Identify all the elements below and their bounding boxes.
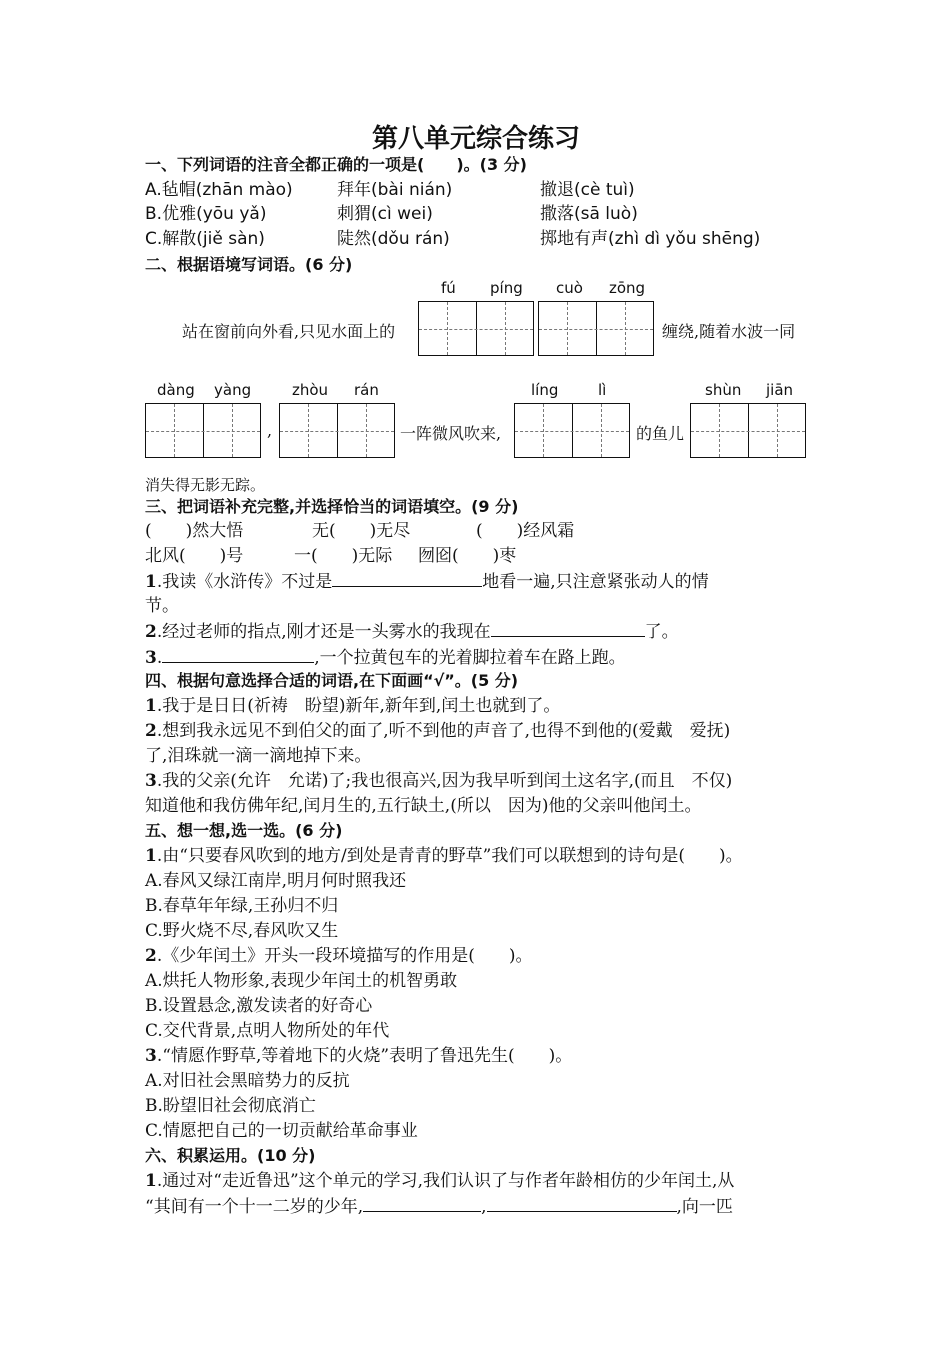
question-number: 2 — [145, 721, 157, 741]
idiom-blank: 囫囵( )枣 — [418, 546, 517, 566]
question-line — [145, 1195, 733, 1218]
answer-option: C.交代背景,点明人物所处的年代 — [145, 1021, 390, 1041]
question-text: .《少年闰土》开头一段环境描写的作用是( )。 — [156, 946, 533, 966]
question-number: 2 — [145, 946, 157, 966]
idiom-blank: 无( )无尽 — [312, 521, 411, 541]
answer-option: A.烘托人物形象,表现少年闰土的机智勇敢 — [145, 971, 458, 991]
answer-option: A.春风又绿江南岸,明月何时照我还 — [145, 871, 407, 891]
question-line — [145, 770, 732, 792]
writing-box[interactable] — [145, 403, 261, 458]
option-a-word-3: 撤退(cè tuì) — [540, 180, 635, 200]
writing-box[interactable] — [279, 403, 395, 458]
pinyin: yàng — [214, 381, 252, 399]
page-title: 第八单元综合练习 — [371, 124, 580, 154]
idiom-blank: ( )经风霜 — [476, 521, 575, 541]
pinyin: cuò — [556, 279, 583, 297]
option-a-word-2: 拜年(bài nián) — [337, 180, 453, 200]
answer-blank[interactable] — [487, 1195, 677, 1212]
question-line: 节。 — [145, 596, 179, 616]
question-line — [145, 570, 709, 593]
context-text: , — [267, 421, 273, 440]
section-6-heading: 六、积累运用。(10 分) — [145, 1146, 316, 1165]
answer-option: C.野火烧不尽,春风吹又生 — [145, 921, 339, 941]
answer-blank[interactable] — [491, 620, 645, 637]
question-text: . — [156, 648, 163, 668]
question-line: 了,泪珠就一滴一滴地掉下来。 — [145, 746, 372, 766]
question-line — [145, 845, 743, 867]
answer-blank[interactable] — [332, 570, 482, 587]
question-text: ,向一匹 — [676, 1197, 733, 1217]
question-text: 了。 — [644, 622, 679, 642]
question-number: 2 — [145, 622, 157, 642]
question-text: .我于是日日(祈祷 盼望)新年,新年到,闰土也就到了。 — [156, 696, 561, 716]
question-line — [145, 646, 626, 669]
option-c-word-1: C.解散(jiě sàn) — [145, 229, 265, 249]
question-number: 1 — [145, 696, 157, 716]
pinyin: fú — [441, 279, 456, 297]
pinyin: shùn — [705, 381, 742, 399]
question-text: .我的父亲(允许 允诺)了;我也很高兴,因为我早听到闰土这名字,(而且 不仅) — [156, 771, 733, 791]
question-line — [145, 620, 679, 643]
question-line: 知道他和我仿佛年纪,闰月生的,五行缺土,(所以 因为)他的父亲叫他闰土。 — [145, 796, 702, 816]
option-c-word-3: 掷地有声(zhì dì yǒu shēng) — [540, 229, 761, 249]
option-b-word-3: 撒落(sā luò) — [540, 204, 638, 224]
option-c-word-2: 陡然(dǒu rán) — [337, 229, 450, 249]
question-text: .由“只要春风吹到的地方/到处是青青的野草”我们可以联想到的诗句是( )。 — [156, 846, 743, 866]
context-text: 一阵微风吹来, — [400, 424, 502, 443]
question-number: 3 — [145, 1046, 157, 1066]
context-text: 站在窗前向外看,只见水面上的 — [182, 322, 396, 341]
answer-option: B.盼望旧社会彻底消亡 — [145, 1096, 316, 1116]
idiom-blank: 北风( )号 — [145, 546, 244, 566]
answer-option: B.春草年年绿,王孙归不归 — [145, 896, 339, 916]
answer-blank[interactable] — [162, 646, 314, 663]
section-2-heading: 二、根据语境写词语。(6 分) — [145, 255, 353, 274]
question-text: “其间有一个十一二岁的少年, — [145, 1197, 364, 1217]
context-text: 消失得无影无踪。 — [145, 476, 266, 494]
writing-box[interactable] — [538, 301, 654, 356]
pinyin: líng — [531, 381, 559, 399]
section-4-heading: 四、根据句意选择合适的词语,在下面画“√”。(5 分) — [145, 671, 519, 690]
answer-option: A.对旧社会黑暗势力的反抗 — [145, 1071, 350, 1091]
question-text: .经过老师的指点,刚才还是一头雾水的我现在 — [156, 622, 491, 642]
section-3-heading: 三、把词语补充完整,并选择恰当的词语填空。(9 分) — [145, 497, 519, 516]
answer-blank[interactable] — [363, 1195, 481, 1212]
question-text: .我读《水浒传》不过是 — [156, 572, 333, 592]
pinyin: dàng — [157, 381, 195, 399]
question-number: 1 — [145, 572, 157, 592]
answer-option: C.情愿把自己的一切贡献给革命事业 — [145, 1121, 418, 1141]
pinyin: lì — [598, 381, 607, 399]
question-line — [145, 695, 560, 717]
answer-option: B.设置悬念,激发读者的好奇心 — [145, 996, 373, 1016]
pinyin: zhòu — [292, 381, 329, 399]
question-line — [145, 720, 730, 742]
question-line — [145, 945, 533, 967]
question-number: 1 — [145, 1171, 157, 1191]
idiom-blank: 一( )无际 — [294, 546, 393, 566]
writing-box[interactable] — [514, 403, 630, 458]
question-text: .通过对“走近鲁迅”这个单元的学习,我们认识了与作者年龄相仿的少年闰土,从 — [156, 1171, 735, 1191]
pinyin: píng — [490, 279, 523, 297]
context-text: 缠绕,随着水波一同 — [662, 322, 796, 341]
writing-box[interactable] — [690, 403, 806, 458]
question-line — [145, 1045, 572, 1067]
question-number: 3 — [145, 648, 157, 668]
context-text: 的鱼儿 — [636, 424, 685, 443]
question-text: 地看一遍,只注意紧张动人的情 — [482, 572, 709, 592]
question-text: , — [481, 1197, 487, 1217]
option-a-word-1: A.毡帽(zhān mào) — [145, 180, 293, 200]
option-b-word-2: 刺猬(cì wei) — [337, 204, 433, 224]
question-number: 1 — [145, 846, 157, 866]
section-1-heading: 一、下列词语的注音全都正确的一项是( )。(3 分) — [145, 155, 527, 174]
writing-box[interactable] — [418, 301, 534, 356]
option-b-word-1: B.优雅(yōu yǎ) — [145, 204, 267, 224]
pinyin: zōng — [609, 279, 646, 297]
question-number: 3 — [145, 771, 157, 791]
idiom-blank: ( )然大悟 — [145, 521, 244, 541]
section-5-heading: 五、想一想,选一选。(6 分) — [145, 821, 343, 840]
question-text: ,一个拉黄包车的光着脚拉着车在路上跑。 — [314, 648, 626, 668]
question-text: .想到我永远见不到伯父的面了,听不到他的声音了,也得不到他的(爱戴 爱抚) — [156, 721, 731, 741]
pinyin: jiān — [766, 381, 794, 399]
pinyin: rán — [354, 381, 379, 399]
question-text: .“情愿作野草,等着地下的火烧”表明了鲁迅先生( )。 — [156, 1046, 573, 1066]
question-line — [145, 1170, 734, 1192]
